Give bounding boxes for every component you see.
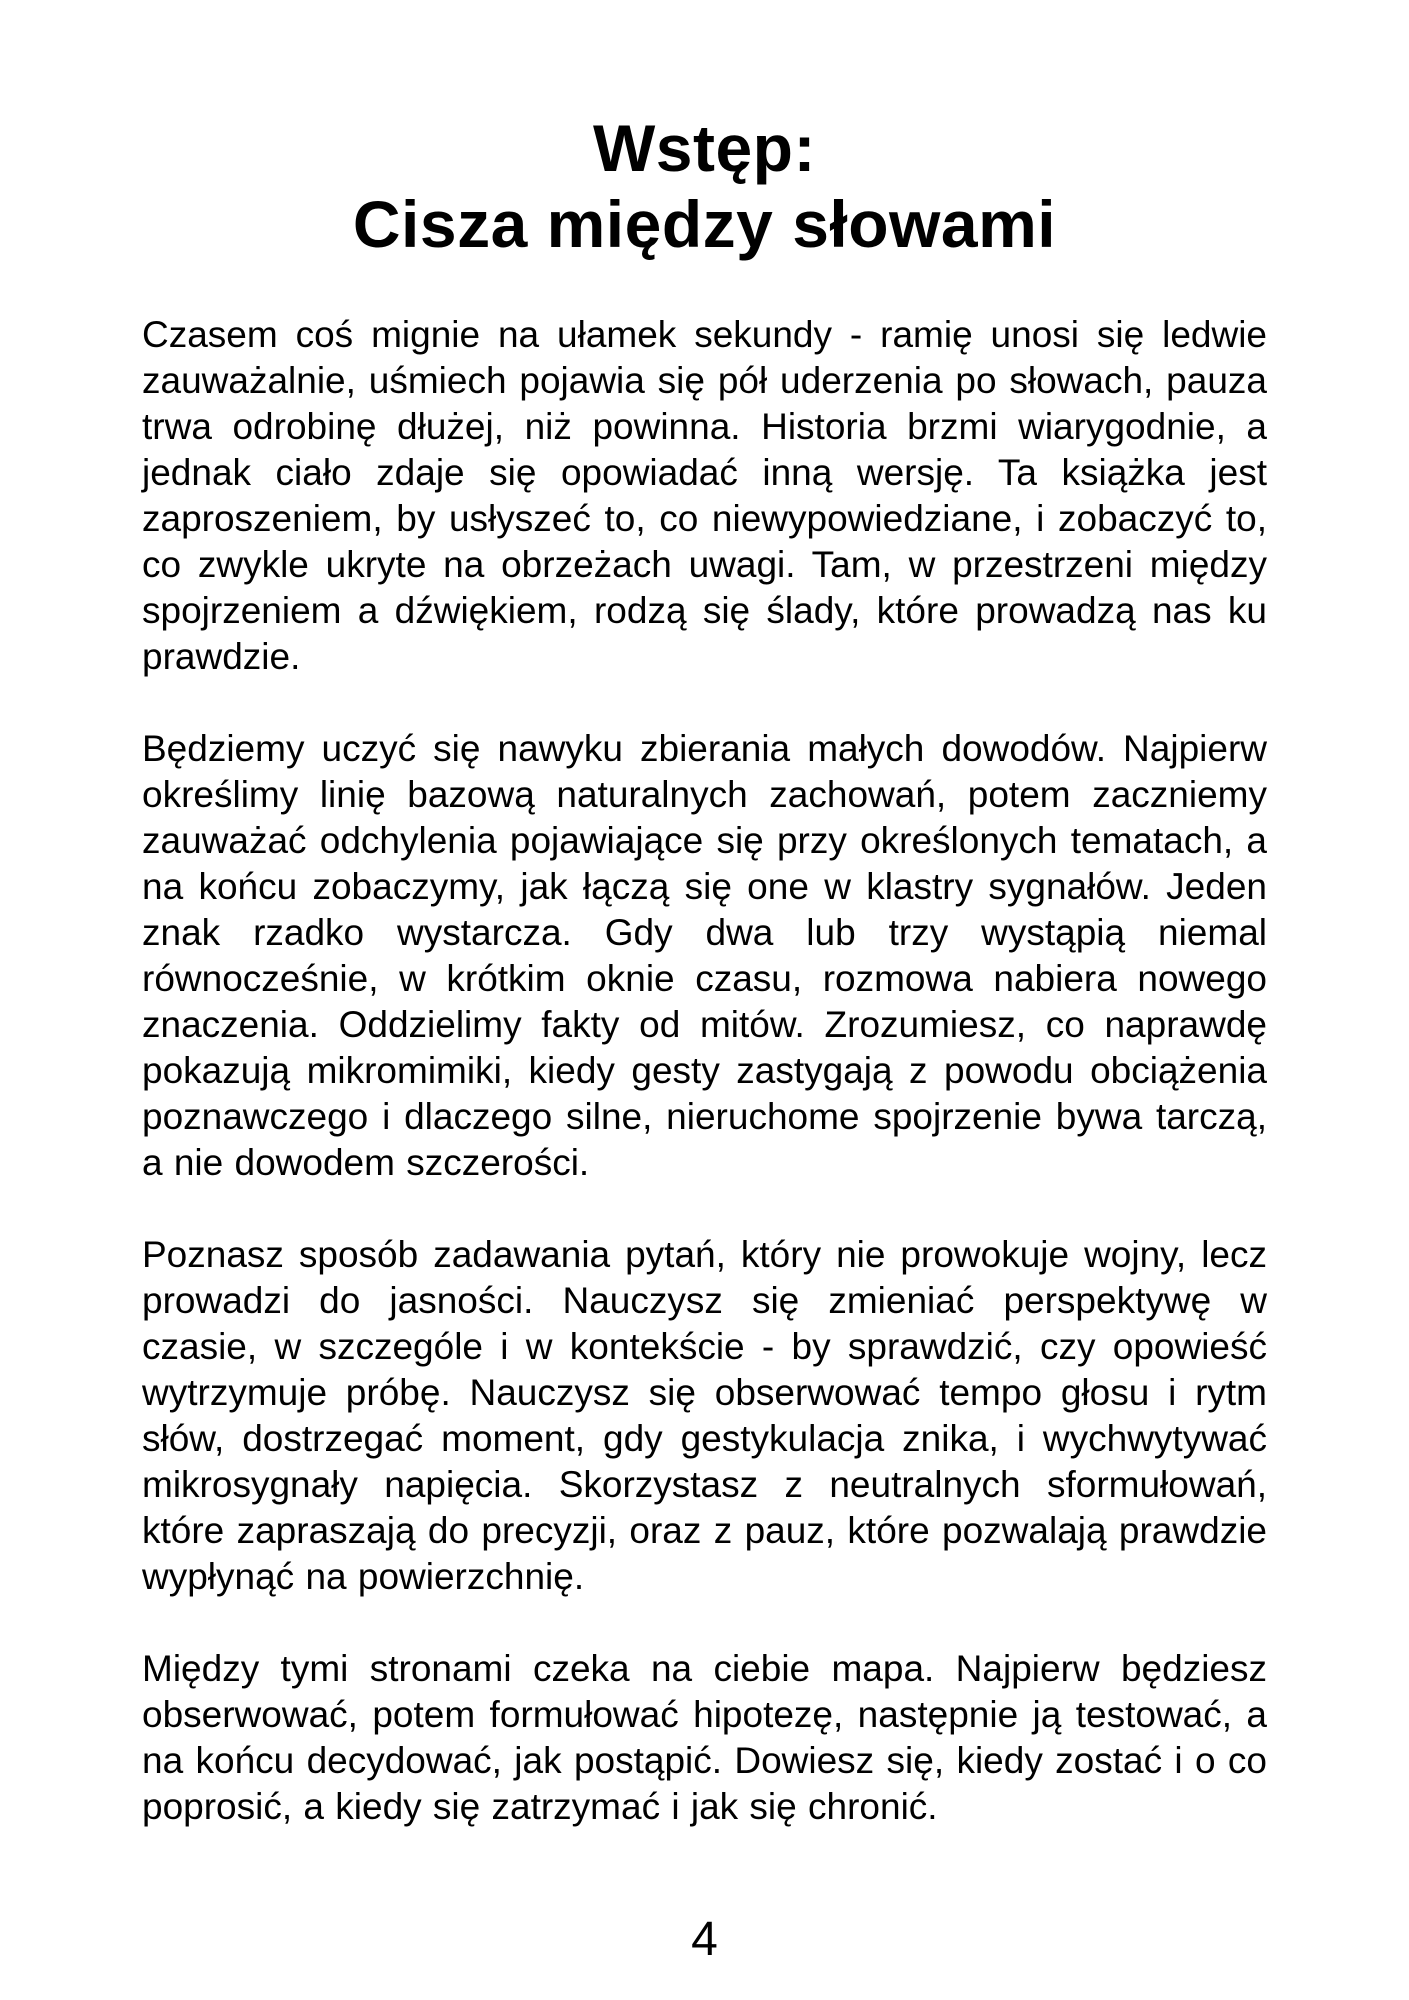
page-title-line-2: Cisza między słowami	[352, 187, 1057, 261]
page-number: 4	[691, 1913, 718, 1966]
body-paragraph-3: Poznasz sposób zadawania pytań, który nie prowokuje wojny, lecz prowadzi do jasności. Nauczysz się zmieniać perspektywę w czasie, w szczególe i w kontekście - by sprawdzić, czy opowieść wytrzymuje próbę. Nauczysz się obserwować tempo głosu i rytm słów, dostrzegać moment, gdy gestykulacja znika, i wychwytywać mikrosygnały napięcia. Skorzystasz z neutralnych sformułowań, które zapraszają do precyzji, oraz z pauz, które pozwalają prawdzie wypłynąć na powierzchnię.	[142, 1234, 1267, 1597]
page-title-line-1: Wstęp:	[593, 111, 816, 185]
body-paragraph-2: Będziemy uczyć się nawyku zbierania małych dowodów. Najpierw określimy linię bazową naturalnych zachowań, potem zaczniemy zauważać odchylenia pojawiające się przy określonych tematach, a na końcu zobaczymy, jak łączą się one w klastry sygnałów. Jeden znak rzadko wystarcza. Gdy dwa lub trzy wystąpią niemal równocześnie, w krótkim oknie czasu, rozmowa nabiera nowego znaczenia. Oddzielimy fakty od mitów. Zrozumiesz, co naprawdę pokazują mikromimiki, kiedy gesty zastygają z powodu obciążenia poznawczego i dlaczego silne, nieruchome spojrzenie bywa tarczą, a nie dowodem szczerości.	[142, 728, 1267, 1183]
page-title	[142, 110, 1267, 262]
body-paragraph-1: Czasem coś mignie na ułamek sekundy - ramię unosi się ledwie zauważalnie, uśmiech pojawia się pół uderzenia po słowach, pauza trwa odrobinę dłużej, niż powinna. Historia brzmi wiarygodnie, a jednak ciało zdaje się opowiadać inną wersję. Ta książka jest zaproszeniem, by usłyszeć to, co niewypowiedziane, i zobaczyć to, co zwykle ukryte na obrzeżach uwagi. Tam, w przestrzeni między spojrzeniem a dźwiękiem, rodzą się ślady, które prowadzą nas ku prawdzie.	[142, 314, 1267, 677]
body-text	[142, 312, 1267, 1830]
body-paragraph-4: Między tymi stronami czeka na ciebie mapa. Najpierw będziesz obserwować, potem formułować hipotezę, następnie ją testować, a na końcu decydować, jak postąpić. Dowiesz się, kiedy zostać i o co poprosić, a kiedy się zatrzymać i jak się chronić.	[142, 1648, 1267, 1827]
